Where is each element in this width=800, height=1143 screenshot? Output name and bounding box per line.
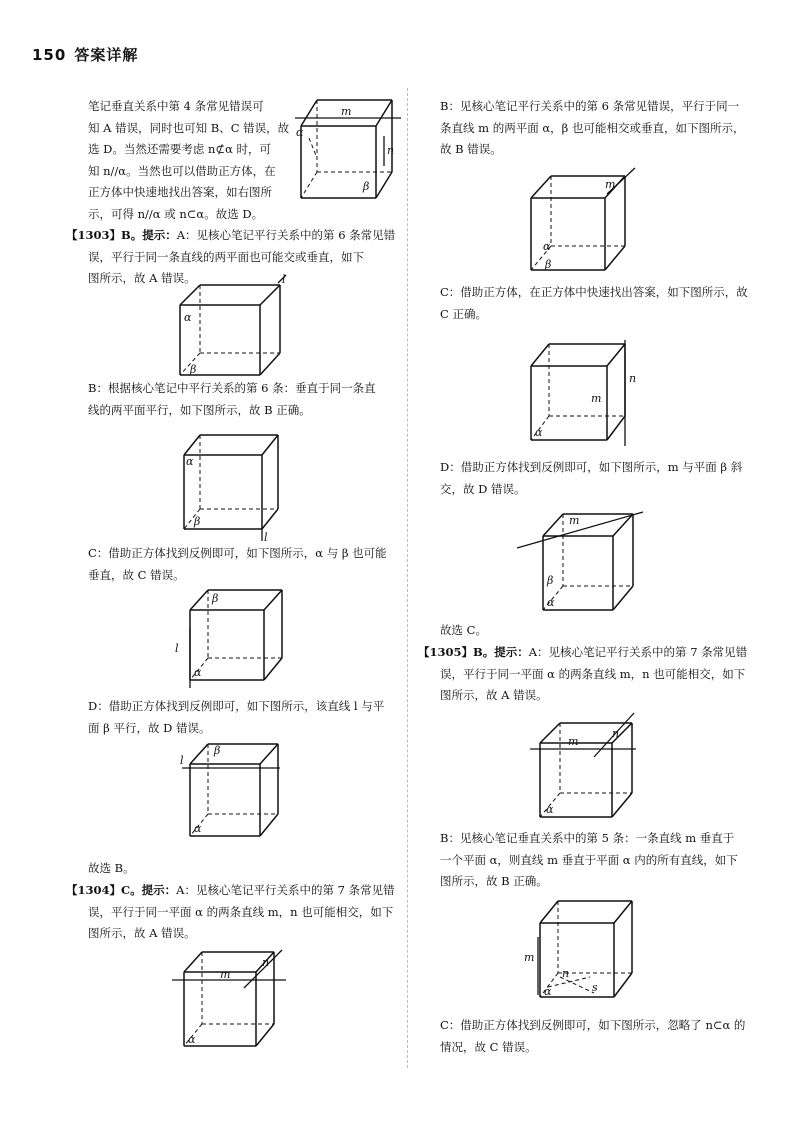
label-s: s [592,981,598,994]
label-alpha: α [546,803,554,816]
running-title: 答案详解 [74,46,139,64]
cube-figure-1304c [525,340,637,450]
q1303-conclusion: 故选 B。 [88,861,135,875]
label-beta: β [190,363,197,376]
q1305-number: 【1305】 [418,645,474,659]
q1304-option-d: D：借助正方体找到反例即可，如下图所示，m 与平面 β 斜 交，故 D 错误。 [440,460,743,496]
label-alpha: α [296,126,304,139]
label-m: m [568,735,579,748]
q1304-number: 【1304】 [66,883,122,897]
label-beta: β [547,574,554,587]
label-beta: β [545,258,552,271]
label-l: l [282,273,286,286]
label-beta: β [212,592,219,605]
column-divider [407,88,408,1068]
q1304-option-b: B：见核心笔记平行关系中的第 6 条常见错误，平行于同一 条直线 m 的两平面 α，β 也可能相交或垂直，如下图所示， 故 B 错误。 [440,99,745,157]
q1303-option-a: 【1303】B。提示：A：见核心笔记平行关系中的第 6 条常见错 误，平行于同一条直线的两平面也可能交或垂直，如下 图所示，故 A 错误。 [66,228,396,286]
q1304-option-a: 【1304】C。提示：A：见核心笔记平行关系中的第 7 条常见错 误，平行于同一平面 α 的两条直线 m，n 也可能相交，如下 图所示，故 A 错误。 [66,883,395,941]
cube-figure-1303b [180,433,282,543]
cube-figure-1304d [515,510,645,618]
label-n: n [387,144,395,157]
label-alpha: α [543,240,551,253]
label-alpha: α [186,455,194,468]
cube-figure-1305b [520,897,640,1007]
label-l: l [175,642,179,655]
cube-figure-1305a [520,713,640,823]
label-m: m [220,968,231,981]
label-beta: β [214,744,221,757]
label-n: n [629,372,637,385]
label-alpha: α [535,426,543,439]
q1305-option-b: B：见核心笔记垂直关系中的第 5 条：一条直线 m 垂直于 一个平面 α，则直线 m 垂直于平面 α 内的所有直线，如下 图所示，故 B 正确。 [440,831,738,889]
page-header [32,44,138,65]
label-m: m [591,392,602,405]
label-m: m [569,514,580,527]
cube-figure-1304a [172,950,288,1054]
label-alpha: α [194,666,202,679]
label-m: m [524,951,535,964]
label-beta: β [363,180,370,193]
label-beta: β [194,515,201,528]
q1304-option-c: C：借助正方体，在正方体中快速找出答案，如下图所示，故 C 正确。 [440,285,748,321]
q1305-option-a: 【1305】B。提示：A：见核心笔记平行关系中的第 7 条常见错 误，平行于同一平面 α 的两条直线 m，n 也可能相交，如下 图所示，故 A 错误。 [418,645,748,703]
label-m: m [341,105,352,118]
q1303-option-c: C：借助正方体找到反例即可，如下图所示，α 与 β 也可能 垂直，故 C 错误。 [88,546,387,582]
cube-figure-intro [295,98,405,203]
label-n: n [262,956,270,969]
q1305-option-c: C：借助正方体找到反例即可，如下图所示，忽略了 n⊂α 的 情况，故 C 错误。 [440,1018,746,1054]
label-alpha: α [188,1033,196,1046]
q1304-conclusion: 故选 C。 [440,623,487,637]
label-n: n [612,727,620,740]
label-l: l [180,754,184,767]
label-l: l [264,531,268,544]
label-alpha: α [547,596,555,609]
label-alpha: α [544,985,552,998]
intro-paragraph: 笔记垂直关系中第 4 条常见错误可 知 A 错误，同时也可知 B、C 错误，故 选 D。当然还需要考虑 n⊄α 时，可 知 n//α。当然也可以借助正方体，在 正方体中快速地找出答案，如右图所 示，可得 n//α 或 n⊂α。故选 D。 [88,99,290,221]
cube-figure-1303d [180,742,284,842]
label-alpha: α [184,311,192,324]
label-alpha: α [194,822,202,835]
cube-figure-1303a [176,273,286,383]
cube-figure-1304b [525,168,635,274]
q1303-option-d: D：借助正方体找到反例即可，如下图所示，该直线 l 与平 面 β 平行，故 D 错误。 [88,699,385,735]
q1303-option-b: B：根据核心笔记中平行关系的第 6 条：垂直于同一条直 线的两平面平行，如下图所示，故 B 正确。 [88,381,376,417]
page-number: 150 [32,46,67,64]
q1303-number: 【1303】 [66,228,122,242]
label-n: n [562,967,570,980]
cube-figure-1303c [172,588,284,690]
label-m: m [605,178,616,191]
